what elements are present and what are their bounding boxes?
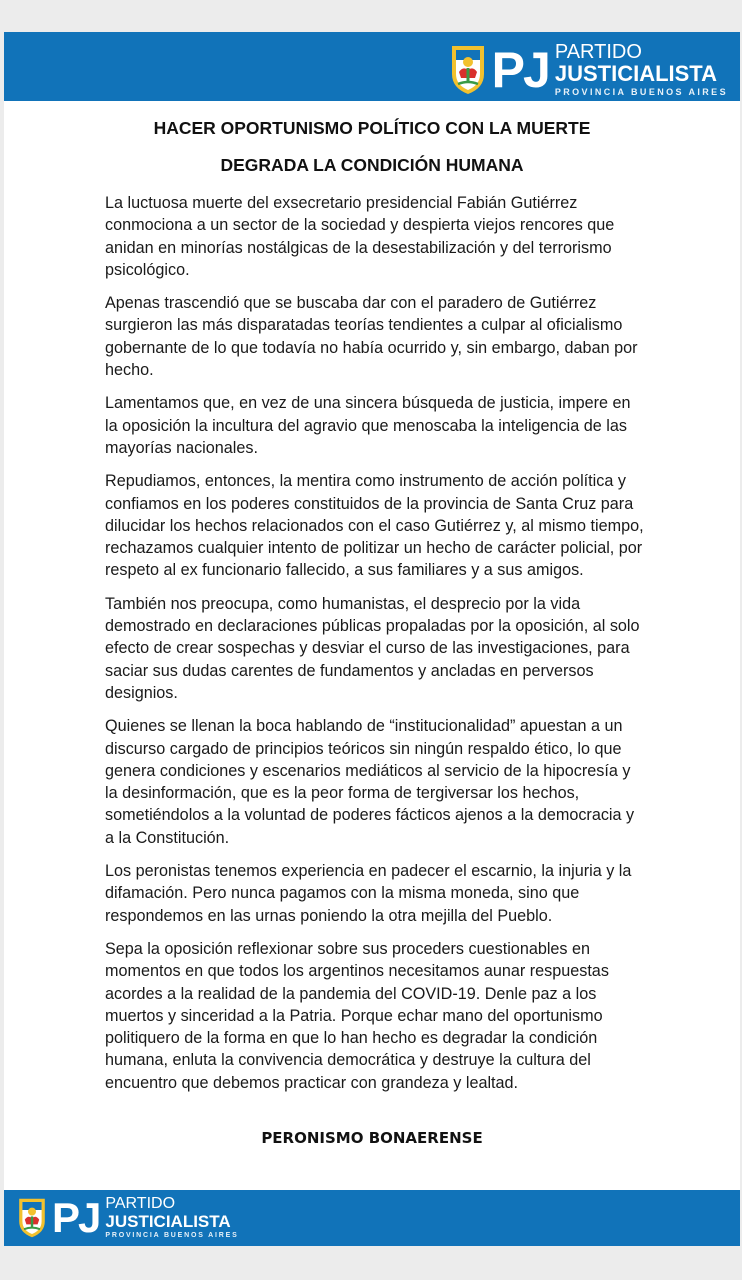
- paragraph: Lamentamos que, en vez de una sincera búsqueda de justicia, impere en la oposición la incultura del agravio que menoscaba la inteligencia de las mayorías nacionales.: [105, 394, 631, 457]
- paragraph: También nos preocupa, como humanistas, el desprecio por la vida demostrado en declaraciones públicas propaladas por la oposición, al solo efecto de crear sospechas y desviar el curso de las investigaciones, para saciar sus dudas carentes de fundamentos y ancladas en perversos designios.: [105, 594, 640, 702]
- logo-pj-letters: PJ: [52, 1193, 100, 1241]
- paragraph: Los peronistas tenemos experiencia en padecer el escarnio, la injuria y la difamación. Pero nunca pagamos con la misma moneda, sino que respondemos en las urnas poniendo la otra mejilla del Pueblo.: [105, 862, 632, 925]
- logo-line-province: PROVINCIA BUENOS AIRES: [105, 1232, 239, 1239]
- party-emblem-icon: [448, 44, 488, 96]
- signature: PERONISMO BONAERENSE: [261, 1129, 483, 1147]
- footer-band: [4, 1190, 740, 1246]
- footer-logo: [16, 1193, 239, 1241]
- header-band: [4, 32, 740, 101]
- headline-line-1: HACER OPORTUNISMO POLÍTICO CON LA MUERTE: [153, 118, 591, 138]
- logo-pj-letters: PJ: [491, 41, 549, 98]
- logo-line-province: PROVINCIA BUENOS AIRES: [554, 87, 728, 97]
- paragraph: Apenas trascendió que se buscaba dar con el paradero de Gutiérrez surgieron las más disparatadas teorías tendientes a culpar al oficialismo gobernante de lo que todavía no había ocurrido y, sin embargo, daban por hecho.: [105, 294, 638, 380]
- logo-line-justicialista: JUSTICIALISTA: [105, 1212, 231, 1231]
- paragraph: Repudiamos, entonces, la mentira como instrumento de acción política y confiamos en los poderes constituidos de la provincia de Santa Cruz para dilucidar los hechos relacionados con el caso Gutiérrez y, al mismo tiempo, rechazamos cualquier intento de politizar un hecho de carácter policial, por respeto al ex funcionario fallecido, a sus familiares y a sus amigos.: [105, 472, 644, 580]
- header-logo: [448, 42, 728, 97]
- paragraph: Sepa la oposición reflexionar sobre sus proceders cuestionables en momentos en que todos los argentinos necesitamos aunar respuestas acordes a la realidad de la pandemia del COVID-19. Denle paz a los muertos y sinceridad a la Patria. Porque echar mano del oportunismo politiquero de la forma en que lo han hecho es degradar la condición humana, enluta la convivencia democrática y destruye la cultura del encuentro que debemos practicar con grandeza y lealtad.: [105, 939, 609, 1092]
- paragraph: La luctuosa muerte del exsecretario presidencial Fabián Gutiérrez conmociona a un sector de la sociedad y despierta viejos rencores que anidan en minorías nostálgicas de la desestabilización y del terrorismo psicológico.: [105, 194, 615, 279]
- logo-line-justicialista: JUSTICIALISTA: [554, 61, 717, 86]
- document-page: [4, 32, 740, 1246]
- party-emblem-icon: [16, 1197, 48, 1239]
- paragraph: Quienes se llenan la boca hablando de “institucionalidad” apuestan a un discurso cargado de principios teóricos sin ningún respaldo ético, lo que genera condiciones y escenarios mediáticos al servicio de la hipocresía y la desinformación, que es la peor forma de tergiversar los hechos, sometiéndolos a la voluntad de poderes fácticos ajenos a la democracia y a la Constitución.: [105, 717, 635, 847]
- headline-line-2: DEGRADA LA CONDICIÓN HUMANA: [220, 155, 524, 175]
- logo-line-partido: PARTIDO: [554, 41, 642, 63]
- statement-body: [105, 192, 645, 1105]
- logo-line-partido: PARTIDO: [105, 1195, 176, 1212]
